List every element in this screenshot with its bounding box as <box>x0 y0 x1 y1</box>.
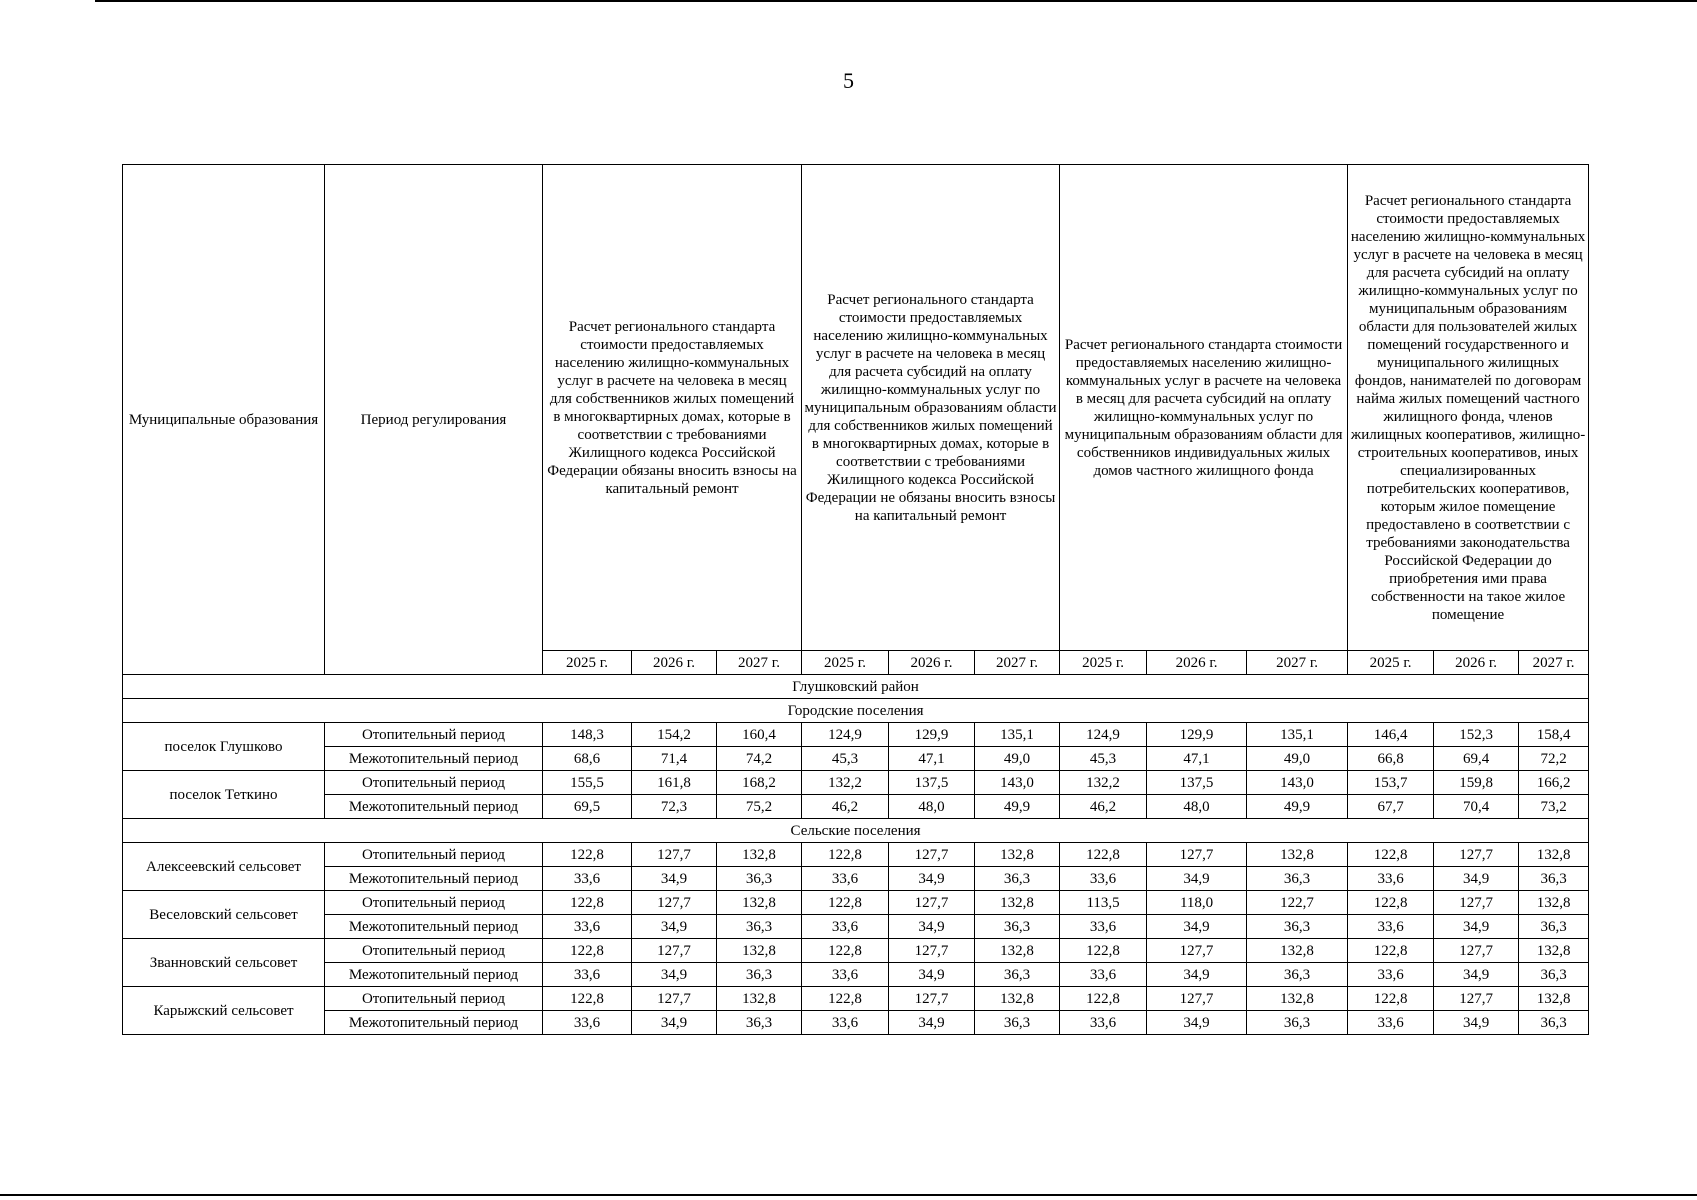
table-row <box>123 939 1589 963</box>
value-cell: 152,3 <box>1434 723 1519 747</box>
value-cell: 158,4 <box>1519 723 1589 747</box>
section-title: Сельские поселения <box>123 819 1589 843</box>
table-row <box>123 795 1589 819</box>
value-cell: 122,8 <box>802 987 889 1011</box>
value-cell: 127,7 <box>1147 939 1247 963</box>
value-cell: 148,3 <box>543 723 632 747</box>
district-row <box>123 675 1589 699</box>
table-header <box>123 165 1589 675</box>
value-cell: 127,7 <box>632 891 717 915</box>
period-name: Межотопительный период <box>325 1011 543 1035</box>
value-cell: 48,0 <box>1147 795 1247 819</box>
value-cell: 127,7 <box>889 891 975 915</box>
header-group-4: Расчет регионального стандарта стоимости предоставляемых населению жилищно-коммунальных услуг в расчете на человека в месяц для расчета субсидий на оплату жилищно-коммунальных услуг по муниципальным образованиям области для пользователей жилых помещений государственного и муниципального жилищных фондов, нанимателей по договорам найма жилых помещений частного жилищного фонда, членов жилищных кооперативов, жилищно-строительных кооперативов, иных специализированных потребительских кооперативов, которым жилое помещение предоставлено в соответствии с требованиями законодательства Российской Федерации до приобретения ими права собственности на такое жилое помещение <box>1348 165 1589 651</box>
municipality-name: поселок Теткино <box>123 771 325 819</box>
value-cell: 132,8 <box>1519 843 1589 867</box>
value-cell: 143,0 <box>975 771 1060 795</box>
value-cell: 34,9 <box>1147 915 1247 939</box>
value-cell: 135,1 <box>1247 723 1348 747</box>
value-cell: 33,6 <box>1348 915 1434 939</box>
value-cell: 36,3 <box>1519 963 1589 987</box>
value-cell: 127,7 <box>632 843 717 867</box>
value-cell: 122,8 <box>543 843 632 867</box>
header-year-cell: 2026 г. <box>1147 651 1247 675</box>
header-group-3: Расчет регионального стандарта стоимости предоставляемых населению жилищно-коммунальных услуг в расчете на человека в месяц для расчета субсидий на оплату жилищно-коммунальных услуг по муниципальным образованиям области для собственников индивидуальных жилых домов частного жилищного фонда <box>1060 165 1348 651</box>
municipality-name: Алексеевский сельсовет <box>123 843 325 891</box>
value-cell: 122,8 <box>543 891 632 915</box>
value-cell: 36,3 <box>1519 1011 1589 1035</box>
value-cell: 122,8 <box>1060 987 1147 1011</box>
value-cell: 33,6 <box>802 963 889 987</box>
value-cell: 45,3 <box>802 747 889 771</box>
value-cell: 132,8 <box>1247 843 1348 867</box>
value-cell: 132,8 <box>975 891 1060 915</box>
value-cell: 33,6 <box>802 915 889 939</box>
value-cell: 33,6 <box>543 867 632 891</box>
value-cell: 129,9 <box>1147 723 1247 747</box>
value-cell: 36,3 <box>717 963 802 987</box>
value-cell: 124,9 <box>1060 723 1147 747</box>
value-cell: 36,3 <box>717 915 802 939</box>
value-cell: 127,7 <box>632 987 717 1011</box>
municipality-name: поселок Глушково <box>123 723 325 771</box>
value-cell: 132,2 <box>1060 771 1147 795</box>
header-year-cell: 2027 г. <box>1247 651 1348 675</box>
value-cell: 154,2 <box>632 723 717 747</box>
value-cell: 127,7 <box>889 987 975 1011</box>
value-cell: 132,8 <box>975 939 1060 963</box>
period-name: Межотопительный период <box>325 795 543 819</box>
value-cell: 33,6 <box>1060 867 1147 891</box>
table-row <box>123 891 1589 915</box>
value-cell: 118,0 <box>1147 891 1247 915</box>
value-cell: 34,9 <box>889 1011 975 1035</box>
value-cell: 66,8 <box>1348 747 1434 771</box>
value-cell: 36,3 <box>1247 963 1348 987</box>
value-cell: 36,3 <box>975 963 1060 987</box>
value-cell: 36,3 <box>975 1011 1060 1035</box>
value-cell: 122,8 <box>1348 891 1434 915</box>
value-cell: 33,6 <box>802 867 889 891</box>
value-cell: 132,2 <box>802 771 889 795</box>
value-cell: 132,8 <box>1247 987 1348 1011</box>
value-cell: 127,7 <box>1147 843 1247 867</box>
value-cell: 168,2 <box>717 771 802 795</box>
value-cell: 146,4 <box>1348 723 1434 747</box>
value-cell: 127,7 <box>1434 843 1519 867</box>
value-cell: 155,5 <box>543 771 632 795</box>
value-cell: 33,6 <box>1348 1011 1434 1035</box>
table-row <box>123 723 1589 747</box>
value-cell: 33,6 <box>1348 963 1434 987</box>
value-cell: 132,8 <box>717 891 802 915</box>
period-name: Межотопительный период <box>325 963 543 987</box>
value-cell: 132,8 <box>1519 891 1589 915</box>
header-row-groups <box>123 165 1589 651</box>
header-municipality: Муниципальные образования <box>123 165 325 675</box>
value-cell: 34,9 <box>889 963 975 987</box>
value-cell: 143,0 <box>1247 771 1348 795</box>
value-cell: 161,8 <box>632 771 717 795</box>
bottom-border-line <box>0 1194 1697 1196</box>
value-cell: 67,7 <box>1348 795 1434 819</box>
value-cell: 46,2 <box>802 795 889 819</box>
value-cell: 36,3 <box>1247 915 1348 939</box>
value-cell: 36,3 <box>975 867 1060 891</box>
value-cell: 135,1 <box>975 723 1060 747</box>
header-year-cell: 2026 г. <box>1434 651 1519 675</box>
value-cell: 49,0 <box>975 747 1060 771</box>
value-cell: 69,4 <box>1434 747 1519 771</box>
value-cell: 132,8 <box>1247 939 1348 963</box>
value-cell: 71,4 <box>632 747 717 771</box>
value-cell: 34,9 <box>1434 963 1519 987</box>
header-group-1: Расчет регионального стандарта стоимости предоставляемых населению жилищно-коммунальных услуг в расчете на человека в месяц для собственников жилых помещений в многоквартирных домах, которые в соответствии с требованиями Жилищного кодекса Российской Федерации обязаны вносить взносы на капитальный ремонт <box>543 165 802 651</box>
section-title: Городские поселения <box>123 699 1589 723</box>
value-cell: 36,3 <box>1519 867 1589 891</box>
value-cell: 72,3 <box>632 795 717 819</box>
value-cell: 132,8 <box>717 987 802 1011</box>
table-row <box>123 987 1589 1011</box>
value-cell: 122,8 <box>1060 843 1147 867</box>
value-cell: 48,0 <box>889 795 975 819</box>
value-cell: 47,1 <box>1147 747 1247 771</box>
table-row <box>123 1011 1589 1035</box>
value-cell: 75,2 <box>717 795 802 819</box>
value-cell: 33,6 <box>1060 963 1147 987</box>
value-cell: 33,6 <box>1348 867 1434 891</box>
value-cell: 132,8 <box>1519 987 1589 1011</box>
table-row <box>123 771 1589 795</box>
value-cell: 34,9 <box>632 915 717 939</box>
header-year-cell: 2025 г. <box>1348 651 1434 675</box>
value-cell: 33,6 <box>543 915 632 939</box>
value-cell: 68,6 <box>543 747 632 771</box>
value-cell: 33,6 <box>543 963 632 987</box>
value-cell: 72,2 <box>1519 747 1589 771</box>
period-name: Отопительный период <box>325 987 543 1011</box>
top-border-line <box>95 0 1697 2</box>
value-cell: 36,3 <box>717 1011 802 1035</box>
header-year-cell: 2025 г. <box>543 651 632 675</box>
header-year-cell: 2025 г. <box>802 651 889 675</box>
value-cell: 153,7 <box>1348 771 1434 795</box>
value-cell: 36,3 <box>1247 867 1348 891</box>
value-cell: 122,7 <box>1247 891 1348 915</box>
municipality-name: Званновский сельсовет <box>123 939 325 987</box>
value-cell: 122,8 <box>802 843 889 867</box>
table-row <box>123 915 1589 939</box>
value-cell: 127,7 <box>889 939 975 963</box>
value-cell: 73,2 <box>1519 795 1589 819</box>
period-name: Межотопительный период <box>325 867 543 891</box>
value-cell: 127,7 <box>889 843 975 867</box>
value-cell: 127,7 <box>1434 939 1519 963</box>
value-cell: 36,3 <box>1519 915 1589 939</box>
value-cell: 33,6 <box>802 1011 889 1035</box>
period-name: Отопительный период <box>325 843 543 867</box>
value-cell: 46,2 <box>1060 795 1147 819</box>
value-cell: 33,6 <box>1060 915 1147 939</box>
value-cell: 49,0 <box>1247 747 1348 771</box>
period-name: Отопительный период <box>325 723 543 747</box>
value-cell: 127,7 <box>1147 987 1247 1011</box>
municipality-name: Веселовский сельсовет <box>123 891 325 939</box>
page-number: 5 <box>843 68 854 93</box>
header-year-cell: 2027 г. <box>717 651 802 675</box>
table-row <box>123 747 1589 771</box>
value-cell: 122,8 <box>802 891 889 915</box>
header-year-cell: 2027 г. <box>1519 651 1589 675</box>
value-cell: 34,9 <box>1147 1011 1247 1035</box>
value-cell: 132,8 <box>717 939 802 963</box>
value-cell: 74,2 <box>717 747 802 771</box>
value-cell: 34,9 <box>889 915 975 939</box>
district-name: Глушковский район <box>123 675 1589 699</box>
value-cell: 70,4 <box>1434 795 1519 819</box>
value-cell: 127,7 <box>632 939 717 963</box>
value-cell: 122,8 <box>1060 939 1147 963</box>
value-cell: 33,6 <box>543 1011 632 1035</box>
value-cell: 34,9 <box>1147 963 1247 987</box>
value-cell: 132,8 <box>717 843 802 867</box>
value-cell: 34,9 <box>632 867 717 891</box>
value-cell: 36,3 <box>975 915 1060 939</box>
value-cell: 127,7 <box>1434 987 1519 1011</box>
value-cell: 166,2 <box>1519 771 1589 795</box>
regional-standard-table <box>122 164 1589 1035</box>
period-name: Отопительный период <box>325 771 543 795</box>
value-cell: 34,9 <box>632 963 717 987</box>
value-cell: 129,9 <box>889 723 975 747</box>
value-cell: 122,8 <box>543 939 632 963</box>
value-cell: 49,9 <box>975 795 1060 819</box>
value-cell: 36,3 <box>717 867 802 891</box>
value-cell: 122,8 <box>1348 939 1434 963</box>
value-cell: 34,9 <box>1434 915 1519 939</box>
header-year-cell: 2025 г. <box>1060 651 1147 675</box>
value-cell: 137,5 <box>889 771 975 795</box>
value-cell: 34,9 <box>889 867 975 891</box>
section-row <box>123 699 1589 723</box>
table-body <box>123 675 1589 1035</box>
value-cell: 132,8 <box>975 987 1060 1011</box>
value-cell: 122,8 <box>1348 843 1434 867</box>
period-name: Межотопительный период <box>325 915 543 939</box>
period-name: Отопительный период <box>325 891 543 915</box>
value-cell: 113,5 <box>1060 891 1147 915</box>
value-cell: 132,8 <box>975 843 1060 867</box>
header-group-2: Расчет регионального стандарта стоимости предоставляемых населению жилищно-коммунальных услуг в расчете на человека в месяц для расчета субсидий на оплату жилищно-коммунальных услуг по муниципальным образованиям области для собственников жилых помещений в многоквартирных домах, которые в соответствии с требованиями Жилищного кодекса Российской Федерации не обязаны вносить взносы на капитальный ремонт <box>802 165 1060 651</box>
section-row <box>123 819 1589 843</box>
header-period: Период регулирования <box>325 165 543 675</box>
period-name: Межотопительный период <box>325 747 543 771</box>
municipality-name: Карыжский сельсовет <box>123 987 325 1035</box>
value-cell: 132,8 <box>1519 939 1589 963</box>
value-cell: 160,4 <box>717 723 802 747</box>
period-name: Отопительный период <box>325 939 543 963</box>
value-cell: 45,3 <box>1060 747 1147 771</box>
table-row <box>123 843 1589 867</box>
value-cell: 47,1 <box>889 747 975 771</box>
value-cell: 69,5 <box>543 795 632 819</box>
header-year-cell: 2027 г. <box>975 651 1060 675</box>
value-cell: 122,8 <box>1348 987 1434 1011</box>
value-cell: 34,9 <box>1147 867 1247 891</box>
value-cell: 124,9 <box>802 723 889 747</box>
value-cell: 34,9 <box>632 1011 717 1035</box>
value-cell: 122,8 <box>543 987 632 1011</box>
value-cell: 49,9 <box>1247 795 1348 819</box>
value-cell: 137,5 <box>1147 771 1247 795</box>
table-row <box>123 963 1589 987</box>
table-row <box>123 867 1589 891</box>
value-cell: 33,6 <box>1060 1011 1147 1035</box>
value-cell: 34,9 <box>1434 867 1519 891</box>
value-cell: 122,8 <box>802 939 889 963</box>
header-year-cell: 2026 г. <box>889 651 975 675</box>
header-year-cell: 2026 г. <box>632 651 717 675</box>
value-cell: 159,8 <box>1434 771 1519 795</box>
value-cell: 34,9 <box>1434 1011 1519 1035</box>
value-cell: 36,3 <box>1247 1011 1348 1035</box>
value-cell: 127,7 <box>1434 891 1519 915</box>
